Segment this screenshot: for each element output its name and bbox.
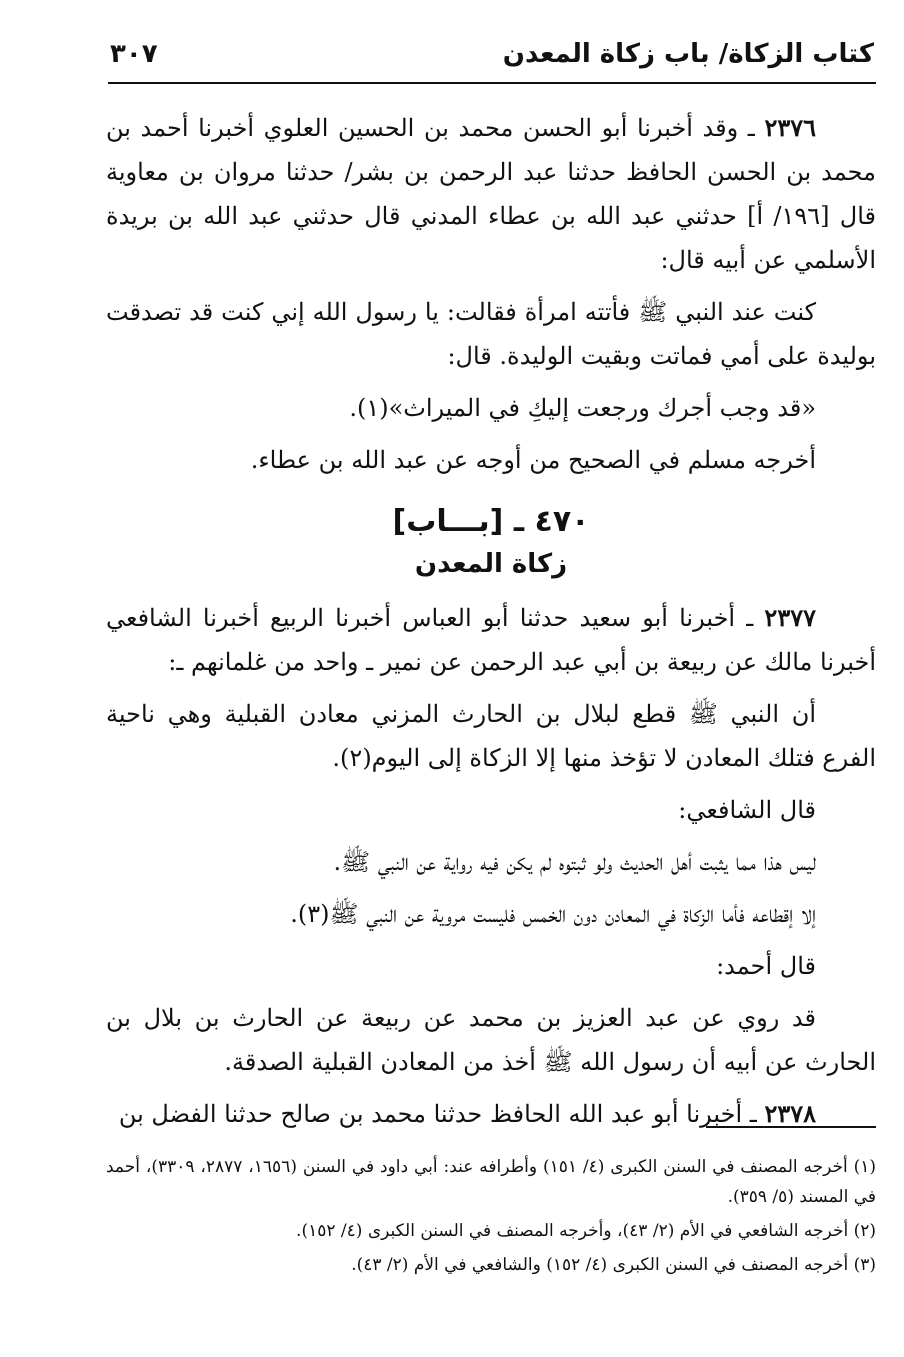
hadith-chain: ـ أخبرنا أبو سعيد حدثنا أبو العباس أخبرنا الربيع أخبرنا الشافعي أخبرنا مالك عن ربيعة بن أبي عبد الرحمن عن نمير ـ واحد من غلمانهم ـ: bbox=[106, 604, 876, 676]
hadith-2376 bbox=[106, 106, 876, 282]
hadith-chain: ـ وقد أخبرنا أبو الحسن محمد بن الحسين العلوي أخبرنا أحمد بن محمد بن الحسن الحافظ حدثنا عبد الرحمن بن بشر/ حدثنا مروان بن معاوية قال [١٩٦/ أ] حدثني عبد الله بن عطاء المدني قال حدثني عبد الله بن بريدة الأسلمي عن أبيه قال: bbox=[106, 114, 876, 274]
hadith-2377 bbox=[106, 596, 876, 684]
shafii-statement: إلا إقطاعه فأما الزكاة في المعادن دون الخمس فليست مروية عن النبي ﷺ(٣). bbox=[290, 900, 816, 928]
hadith-number: ٢٣٧٨ bbox=[764, 1099, 816, 1128]
chapter-heading: ٤٧٠ ـ [بـــاب] bbox=[392, 504, 590, 539]
footnote-2: (٢) أخرجه الشافعي في الأم (٢/ ٤٣)، وأخرجه المصنف في السنن الكبرى (٤/ ١٥٢). bbox=[296, 1221, 876, 1241]
shafii-statement: ليس هذا مما يثبت أهل الحديث ولو ثبتوه لم يكن فيه رواية عن النبي ﷺ. bbox=[333, 848, 816, 876]
hadith-chain: ـ أخبرنا أبو عبد الله الحافظ حدثنا محمد بن صالح حدثنا الفضل بن bbox=[118, 1100, 757, 1128]
footnotes bbox=[106, 1152, 876, 1284]
ahmad-label: قال أحمد: bbox=[716, 952, 816, 980]
hadith-2378 bbox=[106, 1092, 876, 1136]
page-number: ٣٠٧ bbox=[110, 39, 158, 69]
hadith-number: ٢٣٧٧ bbox=[764, 603, 816, 632]
header-divider bbox=[108, 82, 876, 84]
hadith-body: كنت عند النبي ﷺ فأتته امرأة فقالت: يا رسول الله إني كنت قد تصدقت بوليدة على أمي فماتت وبقيت الوليدة. قال: bbox=[106, 298, 876, 370]
hadith-number: ٢٣٧٦ bbox=[764, 113, 816, 142]
page-header bbox=[110, 30, 874, 78]
prophetic-quote: «قد وجب أجرك ورجعت إليكِ في الميراث»(١). bbox=[349, 394, 816, 422]
ahmad-statement: قد روي عن عبد العزيز بن محمد عن ربيعة عن الحارث بن بلال بن الحارث عن أبيه أن رسول الله ﷺ أخذ من المعادن القبلية الصدقة. bbox=[106, 1004, 876, 1076]
source-note: أخرجه مسلم في الصحيح من أوجه عن عبد الله بن عطاء. bbox=[250, 446, 816, 474]
footnote-3: (٣) أخرجه المصنف في السنن الكبرى (٤/ ١٥٢) والشافعي في الأم (٢/ ٤٣). bbox=[351, 1255, 876, 1275]
footnote-divider bbox=[706, 1126, 876, 1128]
hadith-body: أن النبي ﷺ قطع لبلال بن الحارث المزني معادن القبلية وهي ناحية الفرع فتلك المعادن لا تؤخذ منها إلا الزكاة إلى اليوم(٢). bbox=[106, 700, 876, 772]
shafii-label: قال الشافعي: bbox=[678, 796, 816, 824]
main-text bbox=[106, 106, 876, 1144]
chapter-subheading: زكاة المعدن bbox=[414, 549, 568, 579]
running-title: كتاب الزكاة/ باب زكاة المعدن bbox=[502, 39, 874, 69]
footnote-1: (١) أخرجه المصنف في السنن الكبرى (٤/ ١٥١) وأطرافه عند: أبي داود في السنن (١٦٥٦، ٢٨٧٧، ٣٣٠٩)، أحمد في المسند (٥/ ٣٥٩). bbox=[106, 1157, 877, 1207]
